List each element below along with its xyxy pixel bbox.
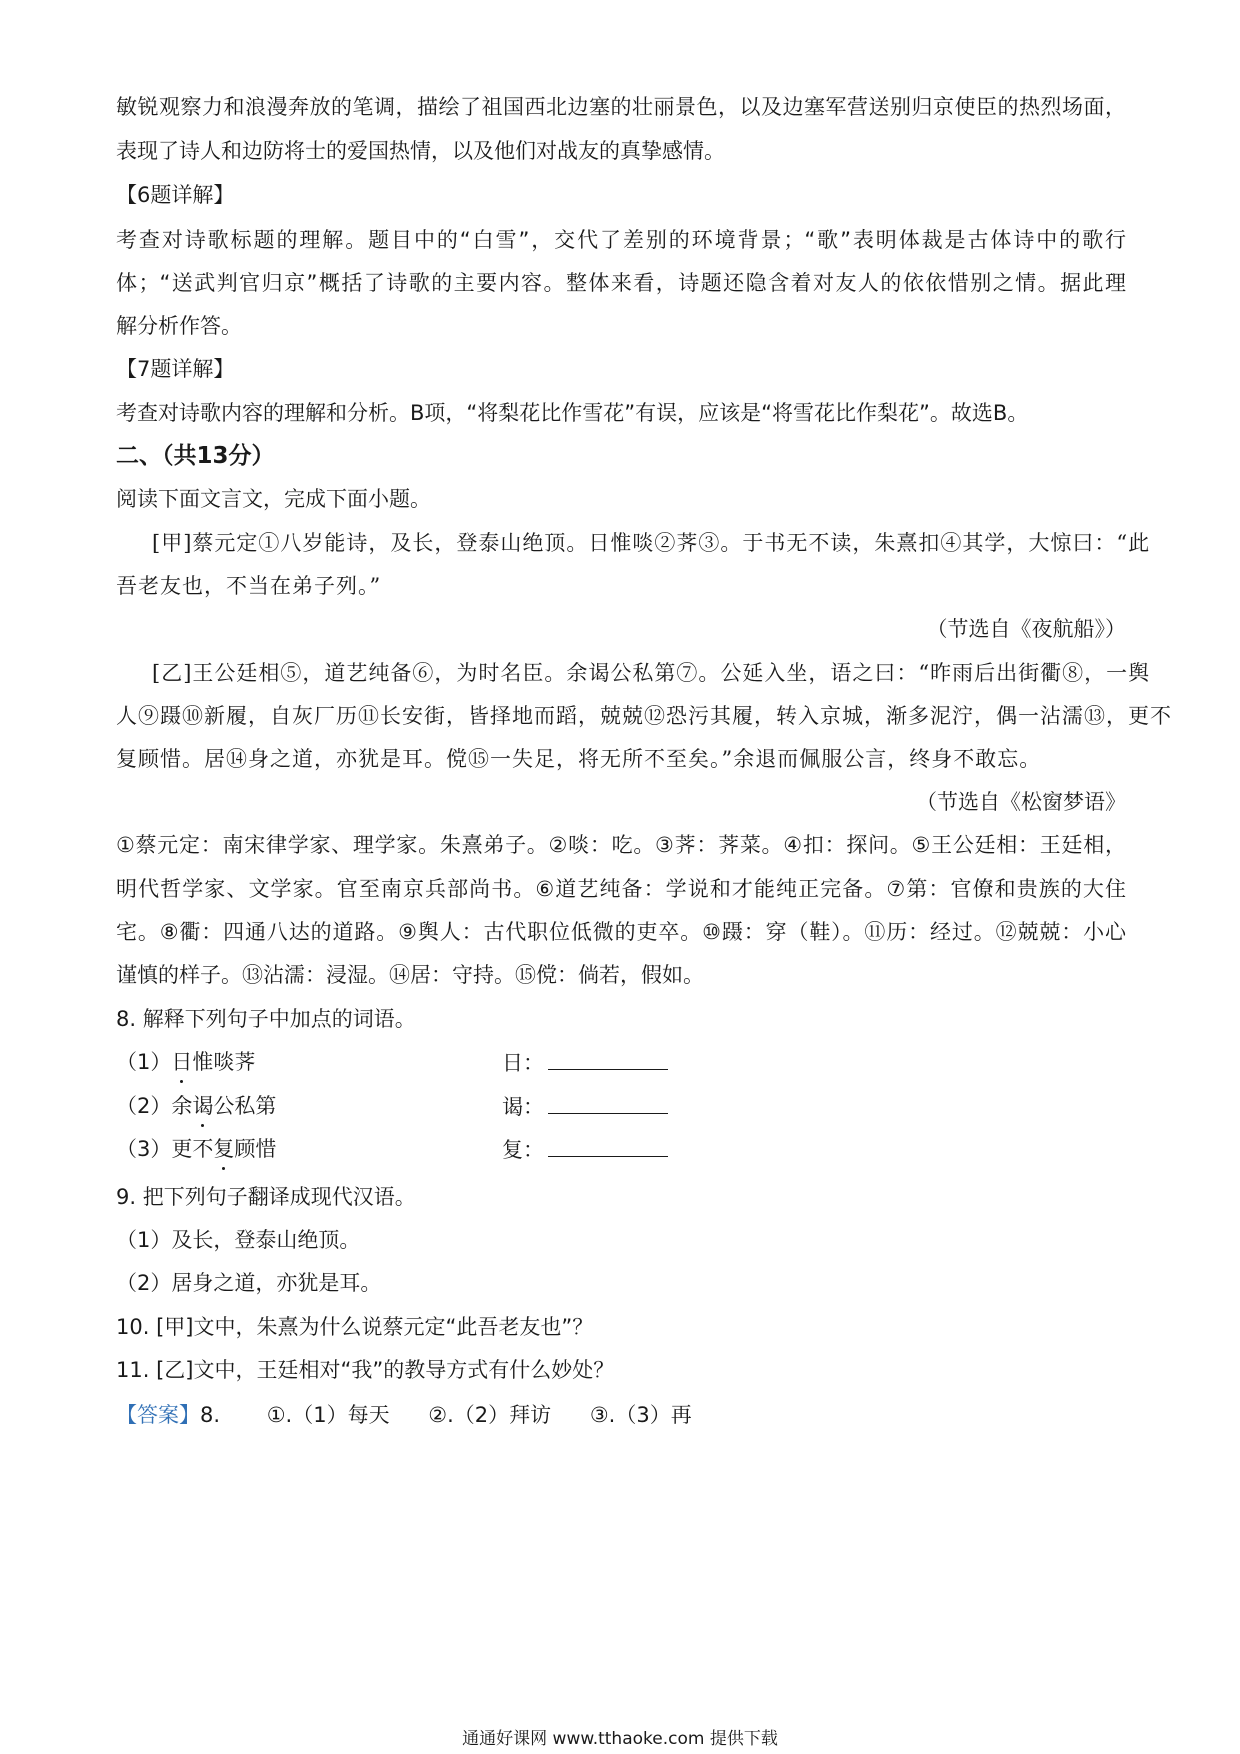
q8-item-2-dotted-word: 谒 (192, 1091, 213, 1121)
section-heading: 二、（共13分） (116, 443, 275, 469)
q8-item-2-post: 公私第 (213, 1094, 277, 1118)
q8-item-1-answer (502, 1047, 668, 1078)
q8-item-1-post: 惟啖荠 (192, 1050, 256, 1074)
q8-item-2-blank[interactable] (548, 1091, 668, 1114)
answer-line (116, 1400, 1126, 1430)
q9-item-2: （2）居身之道，亦犹是耳。 (116, 1271, 382, 1295)
q8-item-1-dotted-word: 日 (171, 1047, 192, 1077)
q8-item-3-answer (502, 1134, 668, 1165)
q7-header: 【7题详解】 (116, 357, 235, 381)
q8-item-2-pre: 余 (171, 1094, 193, 1118)
q8-item-1 (116, 1047, 1126, 1077)
page-footer: 通通好课网 www.tthaoke.com 提供下载 (462, 1729, 778, 1749)
q6-header: 【6题详解】 (116, 183, 235, 207)
passage-yi-line-1: [乙]王公廷相⑤，道艺纯备⑥，为时名臣。余谒公私第⑦。公延入坐，语之曰：“昨雨后出街衢⑧，一舆 (152, 661, 1151, 685)
q8-item-3-dotted-word: 复 (213, 1134, 234, 1164)
q8-item-2-word: 谒： (502, 1095, 544, 1119)
q8-item-3-post: 顾惜 (234, 1137, 277, 1161)
q7-line-1: 考查对诗歌内容的理解和分析。B项，“将梨花比作雪花”有误，应该是“将雪花比作梨花”。故选B。 (116, 401, 1029, 425)
notes-line-4: 谨慎的样子。⑬沾濡：浸湿。⑭居：守持。⑮傥：倘若，假如。 (116, 963, 704, 987)
q10-stem: 10. [甲]文中，朱熹为什么说蔡元定“此吾老友也”？ (116, 1315, 594, 1339)
q8-item-3-num: （3） (116, 1137, 172, 1161)
q8-item-1-blank[interactable] (548, 1047, 668, 1070)
answer-3: ③.（3）再 (589, 1403, 692, 1427)
notes-line-2: 明代哲学家、文学家。官至南京兵部尚书。⑥道艺纯备：学说和才能纯正完备。⑦第：官僚和贵族的大住 (116, 877, 1126, 901)
passage-jia-source: （节选自《夜航船》） (926, 617, 1126, 641)
section-instruction: 阅读下面文言文，完成下面小题。 (116, 487, 431, 511)
notes-line-1: ①蔡元定：南宋律学家、理学家。朱熹弟子。②啖：吃。③荠：荠菜。④扣：探问。⑤王公廷相：王廷相， (116, 833, 1126, 857)
q8-item-1-num: （1） (116, 1050, 172, 1074)
answer-2: ②.（2）拜访 (428, 1403, 552, 1427)
q6-line-2: 体；“送武判官归京”概括了诗歌的主要内容。整体来看，诗题还隐含着对友人的依依惜别之情。据此理 (116, 271, 1126, 295)
passage-yi-line-2: 人⑨蹑⑩新履，自灰厂历⑪长安街，皆择地而蹈，兢兢⑫恐污其履，转入京城，渐多泥泞，偶一沾濡⑬，更不 (116, 704, 1172, 728)
q6-line-3: 解分析作答。 (116, 314, 242, 338)
intro-line-1: 敏锐观察力和浪漫奔放的笔调，描绘了祖国西北边塞的壮丽景色，以及边塞军营送别归京使臣的热烈场面， (116, 95, 1126, 119)
q8-item-3-word: 复： (502, 1138, 544, 1162)
q8-item-1-word: 日： (502, 1051, 544, 1075)
answer-label: 【答案】 (116, 1403, 200, 1427)
q8-item-2 (116, 1091, 1126, 1121)
passage-yi-line-3: 复顾惜。居⑭身之道，亦犹是耳。傥⑮一失足，将无所不至矣。”余退而佩服公言，终身不敢忘。 (116, 747, 1042, 771)
q6-line-1: 考查对诗歌标题的理解。题目中的“白雪”，交代了差别的环境背景；“歌”表明体裁是古体诗中的歌行 (116, 228, 1126, 252)
passage-jia-line-2: 吾老友也，不当在弟子列。” (116, 574, 382, 598)
q9-stem: 9. 把下列句子翻译成现代汉语。 (116, 1185, 416, 1209)
passage-yi-source: （节选自《松窗梦语》 (916, 790, 1126, 814)
q8-item-3 (116, 1134, 1126, 1164)
answer-num: 8. (200, 1403, 221, 1427)
intro-line-2: 表现了诗人和边防将士的爱国热情，以及他们对战友的真挚感情。 (116, 139, 725, 163)
q9-item-1: （1）及长，登泰山绝顶。 (116, 1228, 361, 1252)
notes-line-3: 宅。⑧衢：四通八达的道路。⑨舆人：古代职位低微的吏卒。⑩蹑：穿（鞋）。⑪历：经过。⑫兢兢：小心 (116, 920, 1126, 944)
q8-item-3-blank[interactable] (548, 1134, 668, 1157)
q8-stem: 8. 解释下列句子中加点的词语。 (116, 1007, 416, 1031)
q8-item-2-num: （2） (116, 1094, 172, 1118)
answer-1: ①.（1）每天 (266, 1403, 390, 1427)
passage-jia-line-1: [甲]蔡元定①八岁能诗，及长，登泰山绝顶。日惟啖②荠③。于书无不读，朱熹扣④其学，大惊曰：“此 (152, 531, 1151, 555)
q11-stem: 11. [乙]文中，王廷相对“我”的教导方式有什么妙处？ (116, 1358, 615, 1382)
q8-item-3-pre: 更不 (171, 1137, 214, 1161)
q8-item-2-answer (502, 1091, 668, 1122)
